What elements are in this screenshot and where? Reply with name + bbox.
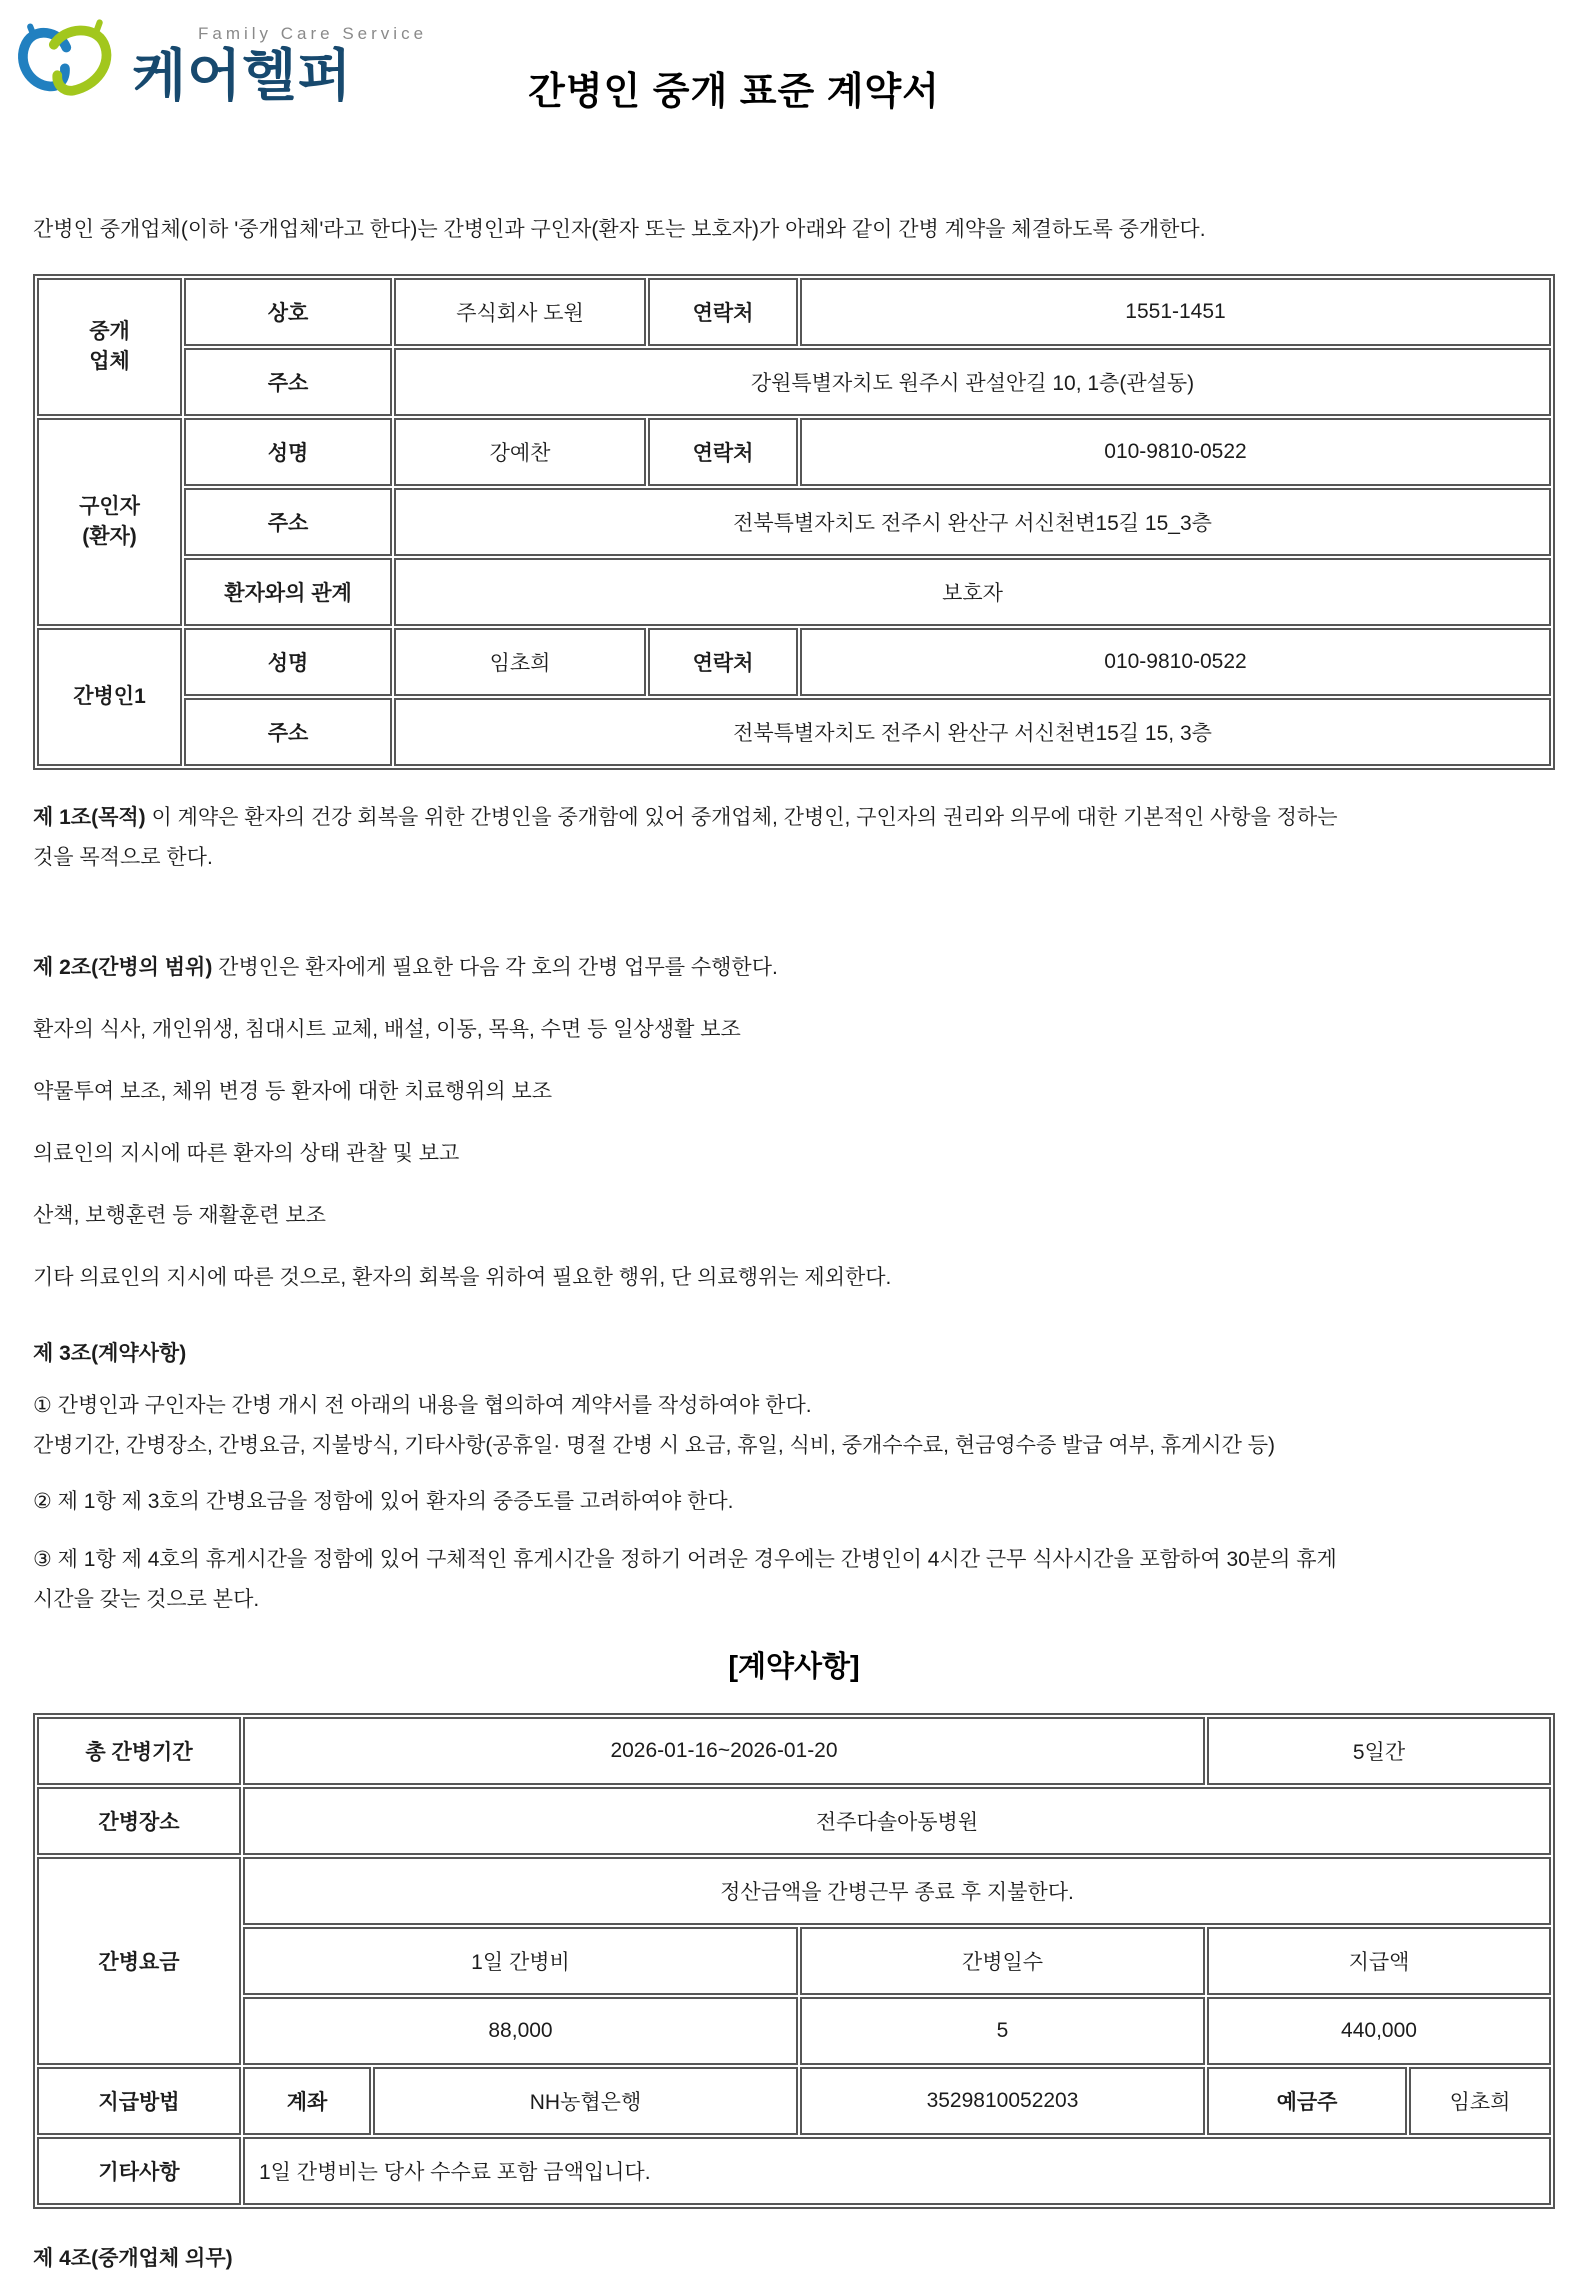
group-caregiver-cell (37, 628, 182, 766)
table-row (37, 698, 1551, 766)
article-2-item-3: 의료인의 지시에 따른 환자의 상태 관찰 및 보고 (33, 1142, 460, 1165)
article-3-clause-1 (33, 1386, 1555, 1466)
value-company-name: 주식회사 도원 (394, 278, 646, 346)
document-header (0, 0, 1588, 152)
table-row (37, 278, 1551, 346)
table-row (37, 2137, 1551, 2205)
group-caregiver-label: 간병인1 (73, 685, 146, 708)
value-relation: 보호자 (394, 558, 1551, 626)
label-caregiver-address: 주소 (184, 698, 392, 766)
article-3-clause-3 (33, 1540, 1555, 1620)
group-broker-cell (37, 278, 182, 416)
table-row (37, 348, 1551, 416)
table-row (37, 628, 1551, 696)
article-2-heading: 제 2조(간병의 범위) (33, 956, 213, 979)
contract-details-table (33, 1713, 1555, 2209)
article-3-clause-1-line2: 간병기간, 간병장소, 간병요금, 지불방식, 기타사항(공휴일· 명절 간병 시 요금, 휴일, 식비, 중개수수료, 현금영수증 발급 여부, 휴게시간 등) (33, 1434, 1275, 1457)
value-care-days: 5 (800, 1997, 1205, 2065)
article-1-heading: 제 1조(목적) (33, 806, 146, 829)
label-company-contact: 연락처 (648, 278, 798, 346)
table-row (37, 2067, 1551, 2135)
label-care-place: 간병장소 (37, 1787, 241, 1855)
document-body (0, 210, 1588, 2279)
value-company-contact: 1551-1451 (800, 278, 1551, 346)
article-2-item-1: 환자의 식사, 개인위생, 침대시트 교체, 배설, 이동, 목욕, 수면 등 일상생활 보조 (33, 1018, 741, 1041)
value-employer-name: 강예찬 (394, 418, 646, 486)
header-care-days: 간병일수 (800, 1927, 1205, 1995)
parties-table (33, 274, 1555, 770)
label-care-fee: 간병요금 (37, 1857, 241, 2065)
value-fee-note: 정산금액을 간병근무 종료 후 지불한다. (243, 1857, 1551, 1925)
value-care-place: 전주다솔아동병원 (243, 1787, 1551, 1855)
label-employer-name: 성명 (184, 418, 392, 486)
article-3-clause-2: ② 제 1항 제 3호의 간병요금을 정함에 있어 환자의 중증도를 고려하여야 한다. (33, 1490, 734, 1513)
table-row (37, 1787, 1551, 1855)
label-company-name: 상호 (184, 278, 392, 346)
header-amount: 지급액 (1207, 1927, 1551, 1995)
header-daily-fee: 1일 간병비 (243, 1927, 798, 1995)
label-account: 계좌 (243, 2067, 371, 2135)
value-daily-fee: 88,000 (243, 1997, 798, 2065)
article-3-heading: 제 3조(계약사항) (33, 1342, 187, 1365)
value-caregiver-address: 전북특별자치도 전주시 완산구 서신천변15길 15, 3층 (394, 698, 1551, 766)
group-employer-line1: 구인자 (79, 495, 140, 518)
value-caregiver-name: 임초희 (394, 628, 646, 696)
logo-brand-name: 케어헬퍼 (132, 44, 353, 107)
article-3-clause-1-line1: ① 간병인과 구인자는 간병 개시 전 아래의 내용을 협의하여 계약서를 작성하여야 한다. (33, 1394, 812, 1417)
value-etc-note: 1일 간병비는 당사 수수료 포함 금액입니다. (243, 2137, 1551, 2205)
label-etc: 기타사항 (37, 2137, 241, 2205)
label-relation: 환자와의 관계 (184, 558, 392, 626)
table-row (37, 1997, 1551, 2065)
label-caregiver-contact: 연락처 (648, 628, 798, 696)
article-3-clause-3-line2: 시간을 갖는 것으로 본다. (33, 1588, 260, 1611)
table-row (37, 1717, 1551, 1785)
group-employer-line2: (환자) (82, 525, 137, 548)
value-account-number: 3529810052203 (800, 2067, 1205, 2135)
label-caregiver-name: 성명 (184, 628, 392, 696)
label-payment-method: 지급방법 (37, 2067, 241, 2135)
article-1 (33, 798, 1555, 878)
value-employer-address: 전북특별자치도 전주시 완산구 서신천변15길 15_3층 (394, 488, 1551, 556)
logo-tagline: Family Care Service (198, 24, 428, 43)
group-employer-cell (37, 418, 182, 626)
label-company-address: 주소 (184, 348, 392, 416)
article-1-line2: 것을 목적으로 한다. (33, 846, 213, 869)
value-company-address: 강원특별자치도 원주시 관설안길 10, 1층(관설동) (394, 348, 1551, 416)
article-2-item-4: 산책, 보행훈련 등 재활훈련 보조 (33, 1204, 326, 1227)
label-employer-address: 주소 (184, 488, 392, 556)
page-title: 간병인 중개 표준 계약서 (528, 71, 940, 113)
table-row (37, 1857, 1551, 1925)
value-caregiver-contact: 010-9810-0522 (800, 628, 1551, 696)
article-1-line1 (33, 798, 1555, 838)
table-row (37, 488, 1551, 556)
value-account-holder: 임초희 (1409, 2067, 1551, 2135)
group-broker-line2: 업체 (89, 350, 130, 373)
contract-section-heading: [계약사항] (728, 1651, 860, 1683)
value-employer-contact: 010-9810-0522 (800, 418, 1551, 486)
intro-paragraph: 간병인 중개업체(이하 '중개업체'라고 한다)는 간병인과 구인자(환자 또는 보호자)가 아래와 같이 간병 계약을 체결하도록 중개한다. (33, 218, 1206, 241)
value-period-days: 5일간 (1207, 1717, 1551, 1785)
table-row (37, 1927, 1551, 1995)
label-employer-contact: 연락처 (648, 418, 798, 486)
article-2-item-2: 약물투여 보조, 체위 변경 등 환자에 대한 치료행위의 보조 (33, 1080, 553, 1103)
article-2-heading-line (33, 948, 1555, 988)
table-row (37, 558, 1551, 626)
label-account-holder: 예금주 (1207, 2067, 1407, 2135)
value-amount: 440,000 (1207, 1997, 1551, 2065)
article-1-text: 이 계약은 환자의 건강 회복을 위한 간병인을 중개함에 있어 중개업체, 간병인, 구인자의 권리와 의무에 대한 기본적인 사항을 정하는 (145, 806, 1338, 829)
article-3-clause-3-line1: ③ 제 1항 제 4호의 휴게시간을 정함에 있어 구체적인 휴게시간을 정하기 어려운 경우에는 간병인이 4시간 근무 식사시간을 포함하여 30분의 휴게 (33, 1548, 1337, 1571)
article-2-intro: 간병인은 환자에게 필요한 다음 각 호의 간병 업무를 수행한다. (212, 956, 778, 979)
article-4-heading: 제 4조(중개업체 의무) (33, 2247, 233, 2270)
article-2-item-5: 기타 의료인의 지시에 따른 것으로, 환자의 회복을 위하여 필요한 행위, 단 의료행위는 제외한다. (33, 1266, 892, 1289)
value-bank-name: NH농협은행 (373, 2067, 798, 2135)
group-broker-line1: 중개 (89, 320, 130, 343)
label-total-period: 총 간병기간 (37, 1717, 241, 1785)
table-row (37, 418, 1551, 486)
value-total-period: 2026-01-16~2026-01-20 (243, 1717, 1205, 1785)
